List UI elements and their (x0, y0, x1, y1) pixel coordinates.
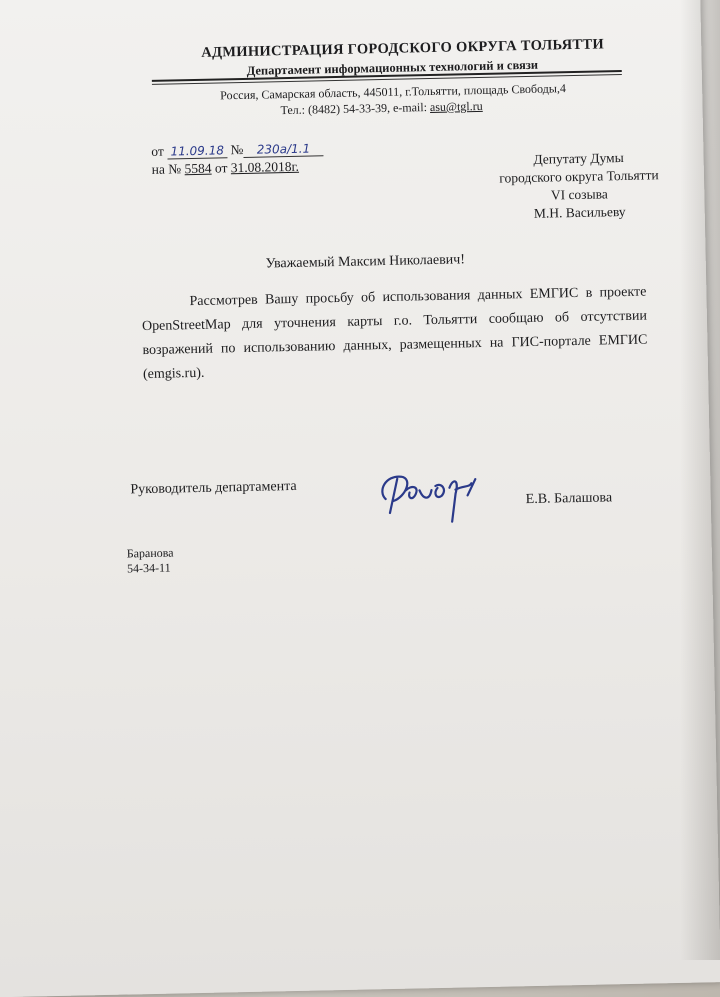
signatory-name: Е.В. Балашова (525, 490, 613, 508)
addressee-line-4: М.Н. Васильеву (533, 203, 626, 221)
reply-from-label: от (214, 160, 228, 176)
addressee-line-3: VI созыва (550, 186, 608, 203)
handwritten-number: 230а/1.1 (243, 141, 323, 158)
phone-text: Тел.: (8482) 54-33-39, e-mail: (280, 100, 431, 118)
salutation: Уважаемый Максим Николаевич! (265, 252, 466, 272)
letter-body: Рассмотрев Вашу просьбу об использования данных ЕМГИС в проекте OpenStreetMap для уточнения карты г.о. Тольятти сообщаю об отсутствии возражений по использованию данных, размещенных на ГИС-портале ЕМГИС (emgis.ru). (141, 284, 648, 383)
incoming-reference (152, 159, 300, 178)
page-edge-shadow (680, 0, 720, 960)
reply-number: 5584 (184, 160, 212, 177)
postal-address: Россия, Самарская область, 445011, г.Тольятти, площадь Свободы,4 (220, 81, 567, 103)
handwritten-date: 11.09.18 (167, 143, 227, 159)
reply-date: 31.08.2018г. (230, 158, 300, 176)
handwritten-signature (375, 459, 496, 531)
signatory-role: Руководитель департамента (130, 478, 297, 498)
number-label: № (230, 141, 244, 158)
outgoing-reference (151, 140, 323, 160)
contact-line (280, 99, 482, 118)
addressee-line-2: городского округа Тольятти (499, 167, 659, 186)
addressee-line-1: Депутату Думы (533, 149, 624, 167)
email-link[interactable]: asu@tgl.ru (429, 98, 483, 115)
executor-phone: 54-34-11 (126, 560, 171, 576)
executor-name: Баранова (126, 545, 174, 561)
from-label: от (151, 143, 164, 159)
reply-label: на № (151, 161, 182, 177)
organization-title: АДМИНИСТРАЦИЯ ГОРОДСКОГО ОКРУГА ТОЛЬЯТТИ (201, 36, 605, 61)
department-name: Департамент информационных технологий и связи (246, 57, 539, 78)
